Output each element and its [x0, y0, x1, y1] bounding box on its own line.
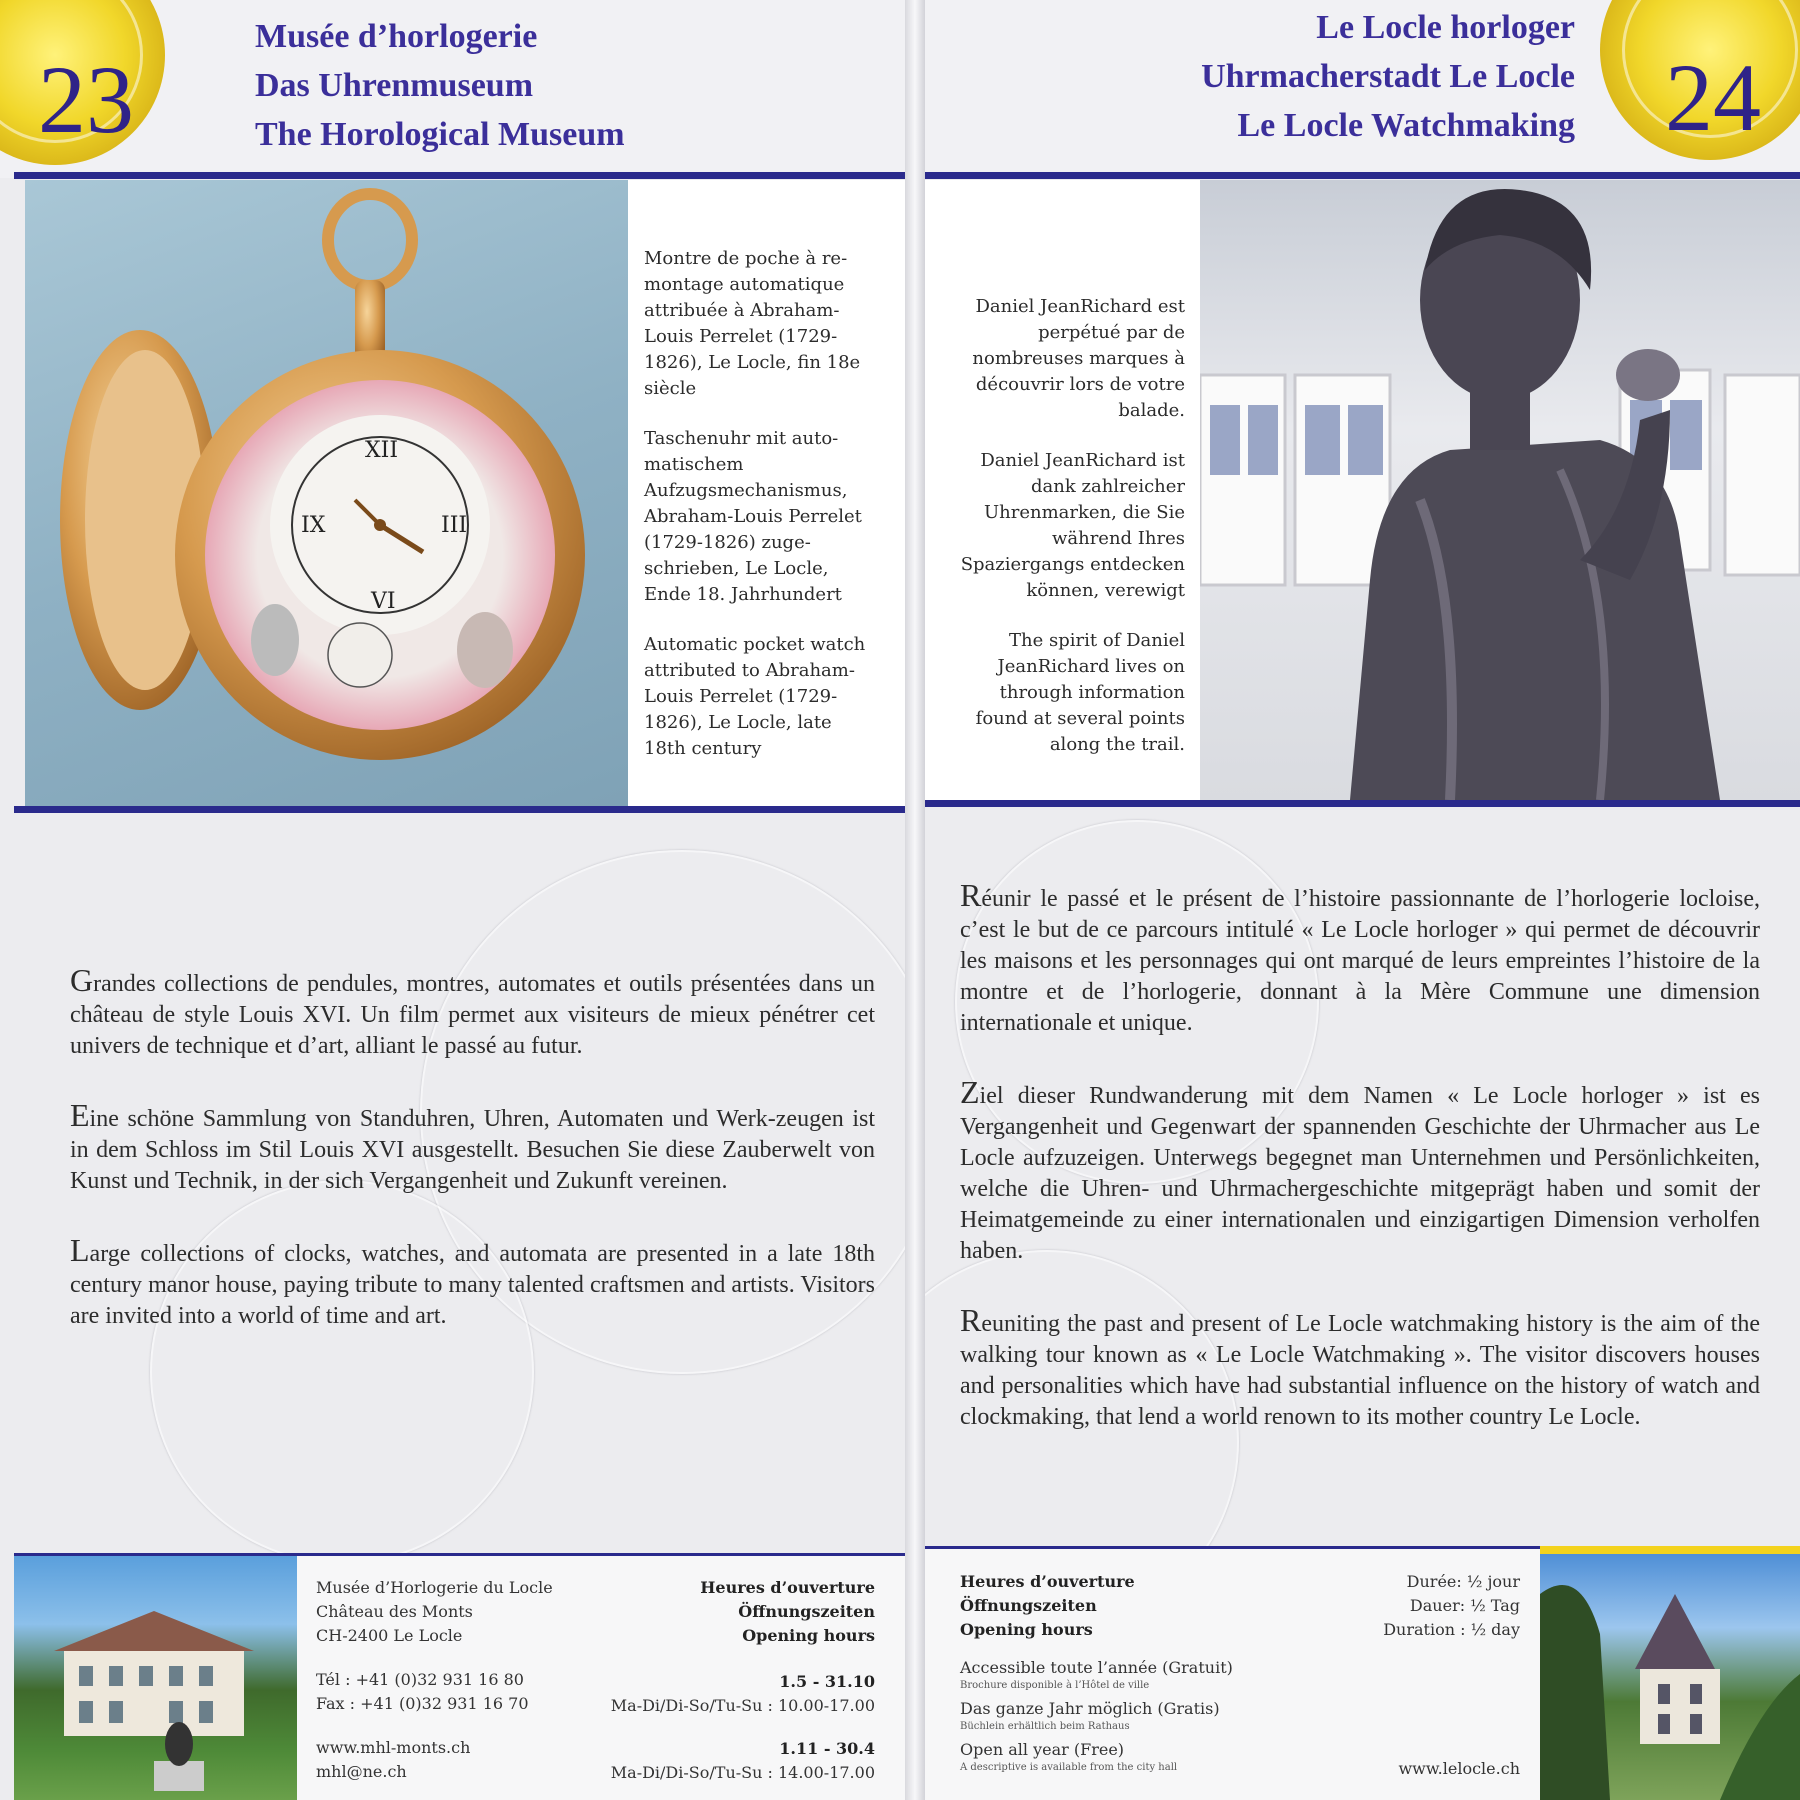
opening-period-summer: 1.5 - 31.10 Ma-Di/Di-So/Tu-Su : 10.00-17.00	[610, 1672, 875, 1715]
caption-en: The spirit of Daniel JeanRichard lives on through information found at several points along the trail.	[975, 630, 1185, 755]
header-rule	[915, 172, 1800, 179]
title-en: The Horological Museum	[255, 116, 625, 153]
chateau-illustration	[14, 1556, 297, 1800]
caption-fr: Daniel JeanRichard est perpétué par de nombreuses marques à découvrir lors de votre balade.	[972, 296, 1185, 421]
caption-de: Taschenuhr mit auto-matischem Aufzugsmechanismus, Abraham-Louis Perrelet (1729-1826) zuge-schrieben, Le Locle, Ende 18. Jahrhundert	[644, 428, 862, 605]
villa-photo	[1540, 1554, 1800, 1800]
right-page	[915, 0, 1800, 1800]
caption-de: Daniel JeanRichard ist dank zahlreicher Uhrenmarken, die Sie während Ihres Spaziergangs entdecken können, verewigt	[960, 450, 1185, 601]
svg-text:VI: VI	[371, 589, 396, 614]
website-link[interactable]: www.mhl-monts.ch	[316, 1738, 471, 1757]
chateau-photo	[14, 1556, 297, 1800]
drop-initial: G	[70, 962, 94, 998]
website-link[interactable]: www.lelocle.ch	[1398, 1759, 1520, 1778]
opening-hours-title: Heures d’ouverture Öffnungszeiten Opening hours	[700, 1578, 875, 1645]
drop-initial: Z	[960, 1074, 980, 1110]
photo-caption	[644, 246, 879, 786]
photo-rule	[14, 806, 915, 813]
opening-hours-title: Heures d’ouverture Öffnungszeiten Opening hours	[960, 1572, 1135, 1639]
email-link[interactable]: mhl@ne.ch	[316, 1762, 407, 1781]
footer-accent-bar	[1540, 1546, 1800, 1554]
title-de: Das Uhrenmuseum	[255, 67, 534, 104]
title-de: Uhrmacherstadt Le Locle	[1201, 58, 1575, 95]
body-text	[960, 877, 1760, 1471]
body-paragraph-de: Ziel dieser Rundwanderung mit dem Namen « Le Locle horloger » ist es Vergangenheit und Gegenwart der spannenden Geschichte der Uhrmacher aus Le Locle aufzuzeigen. Unterwegs begegnet man Unternehmen und Persönlichkeiten, welche die Uhren- und Uhrmachergeschichte mitgeprägt haben und somit der Heimatgemeinde zu einer internationalen und einzigartigen Dimension verholfen haben.	[960, 1074, 1760, 1264]
tour-duration: Durée: ½ jour Dauer: ½ Tag Duration : ½ day	[1383, 1572, 1520, 1639]
caption-fr: Montre de poche à re-montage automatique attribuée à Abraham-Louis Perrelet (1729-1826), Le Locle, fin 18e siècle	[644, 248, 861, 399]
page-title-block	[255, 12, 625, 159]
page-number: 23	[38, 46, 134, 153]
drop-initial: R	[960, 877, 982, 913]
body-paragraph-de: Eine schöne Sammlung von Standuhren, Uhren, Automaten und Werk-zeugen ist in dem Schloss im Stil Louis XVI ausgestellt. Besuchen Sie diese Zauberwelt von Kunst und Technik, in der sich Vergangenheit und Zukunft vereinen.	[70, 1097, 875, 1194]
title-en: Le Locle Watchmaking	[1237, 107, 1575, 144]
drop-initial: E	[70, 1097, 90, 1133]
title-fr: Musée d’horlogerie	[255, 18, 538, 55]
page-title-block	[975, 3, 1575, 150]
title-fr: Le Locle horloger	[1316, 9, 1575, 46]
body-paragraph-fr: Réunir le passé et le présent de l’histoire passionnante de l’horlogerie locloise, c’est le but de ce parcours intitulé « Le Locle horloger » qui permet de découvrir les maisons et les personnages qui ont marqué de leurs empreintes l’histoire de la montre et de l’horlogerie, donnant à la Mère Commune une dimension internationale et unique.	[960, 877, 1760, 1036]
fax: Fax : +41 (0)32 931 16 70	[316, 1694, 529, 1713]
tel: Tél : +41 (0)32 931 16 80	[316, 1670, 524, 1689]
body-text	[70, 962, 875, 1370]
body-paragraph-fr: Grandes collections de pendules, montres, automates et outils présentées dans un château de style Louis XVI. Un film permet aux visiteurs de mieux pénétrer cet univers de technique et d’art, alliant le passé au futur.	[70, 962, 875, 1059]
pocket-watch-photo	[25, 180, 628, 806]
photo-caption	[955, 294, 1185, 782]
drop-initial: L	[70, 1232, 90, 1268]
body-paragraph-en: Large collections of clocks, watches, and automata are presented in a late 18th century manor house, paying tribute to many talented craftsmen and artists. Visitors are invited into a world of time and art.	[70, 1232, 875, 1329]
museum-address: Musée d’Horlogerie du Locle Château des Monts CH-2400 Le Locle	[316, 1578, 553, 1645]
access-info: Accessible toute l’année (Gratuit) Brochure disponible à l’Hôtel de ville Das ganze Jahr möglich (Gratis) Büchlein erhältlich beim Rathaus Open all year (Free) A descriptive is available from the city hall	[960, 1658, 1233, 1773]
caption-en: Automatic pocket watch attributed to Abraham-Louis Perrelet (1729-1826), Le Locle, late 18th century	[644, 634, 866, 759]
pocket-watch-illustration	[25, 180, 628, 806]
photo-rule	[915, 800, 1800, 807]
svg-text:III: III	[441, 513, 468, 538]
statue-illustration	[1200, 180, 1800, 800]
body-paragraph-en: Reuniting the past and present of Le Locle watchmaking history is the aim of the walking tour known as « Le Locle Watchmaking ». The visitor discovers houses and personalities which have had substantial influence on the history of watch and clockmaking, that lend a world renown to its mother country Le Locle.	[960, 1302, 1760, 1430]
opening-period-winter: 1.11 - 30.4 Ma-Di/Di-So/Tu-Su : 14.00-17.00	[610, 1739, 875, 1782]
villa-illustration	[1540, 1554, 1800, 1800]
svg-text:XII: XII	[365, 438, 399, 463]
drop-initial: R	[960, 1302, 982, 1338]
page-spine	[905, 0, 925, 1800]
statue-photo	[1200, 180, 1800, 800]
page-number: 24	[1665, 44, 1761, 151]
svg-text:IX: IX	[301, 513, 326, 538]
header-rule	[14, 172, 915, 179]
